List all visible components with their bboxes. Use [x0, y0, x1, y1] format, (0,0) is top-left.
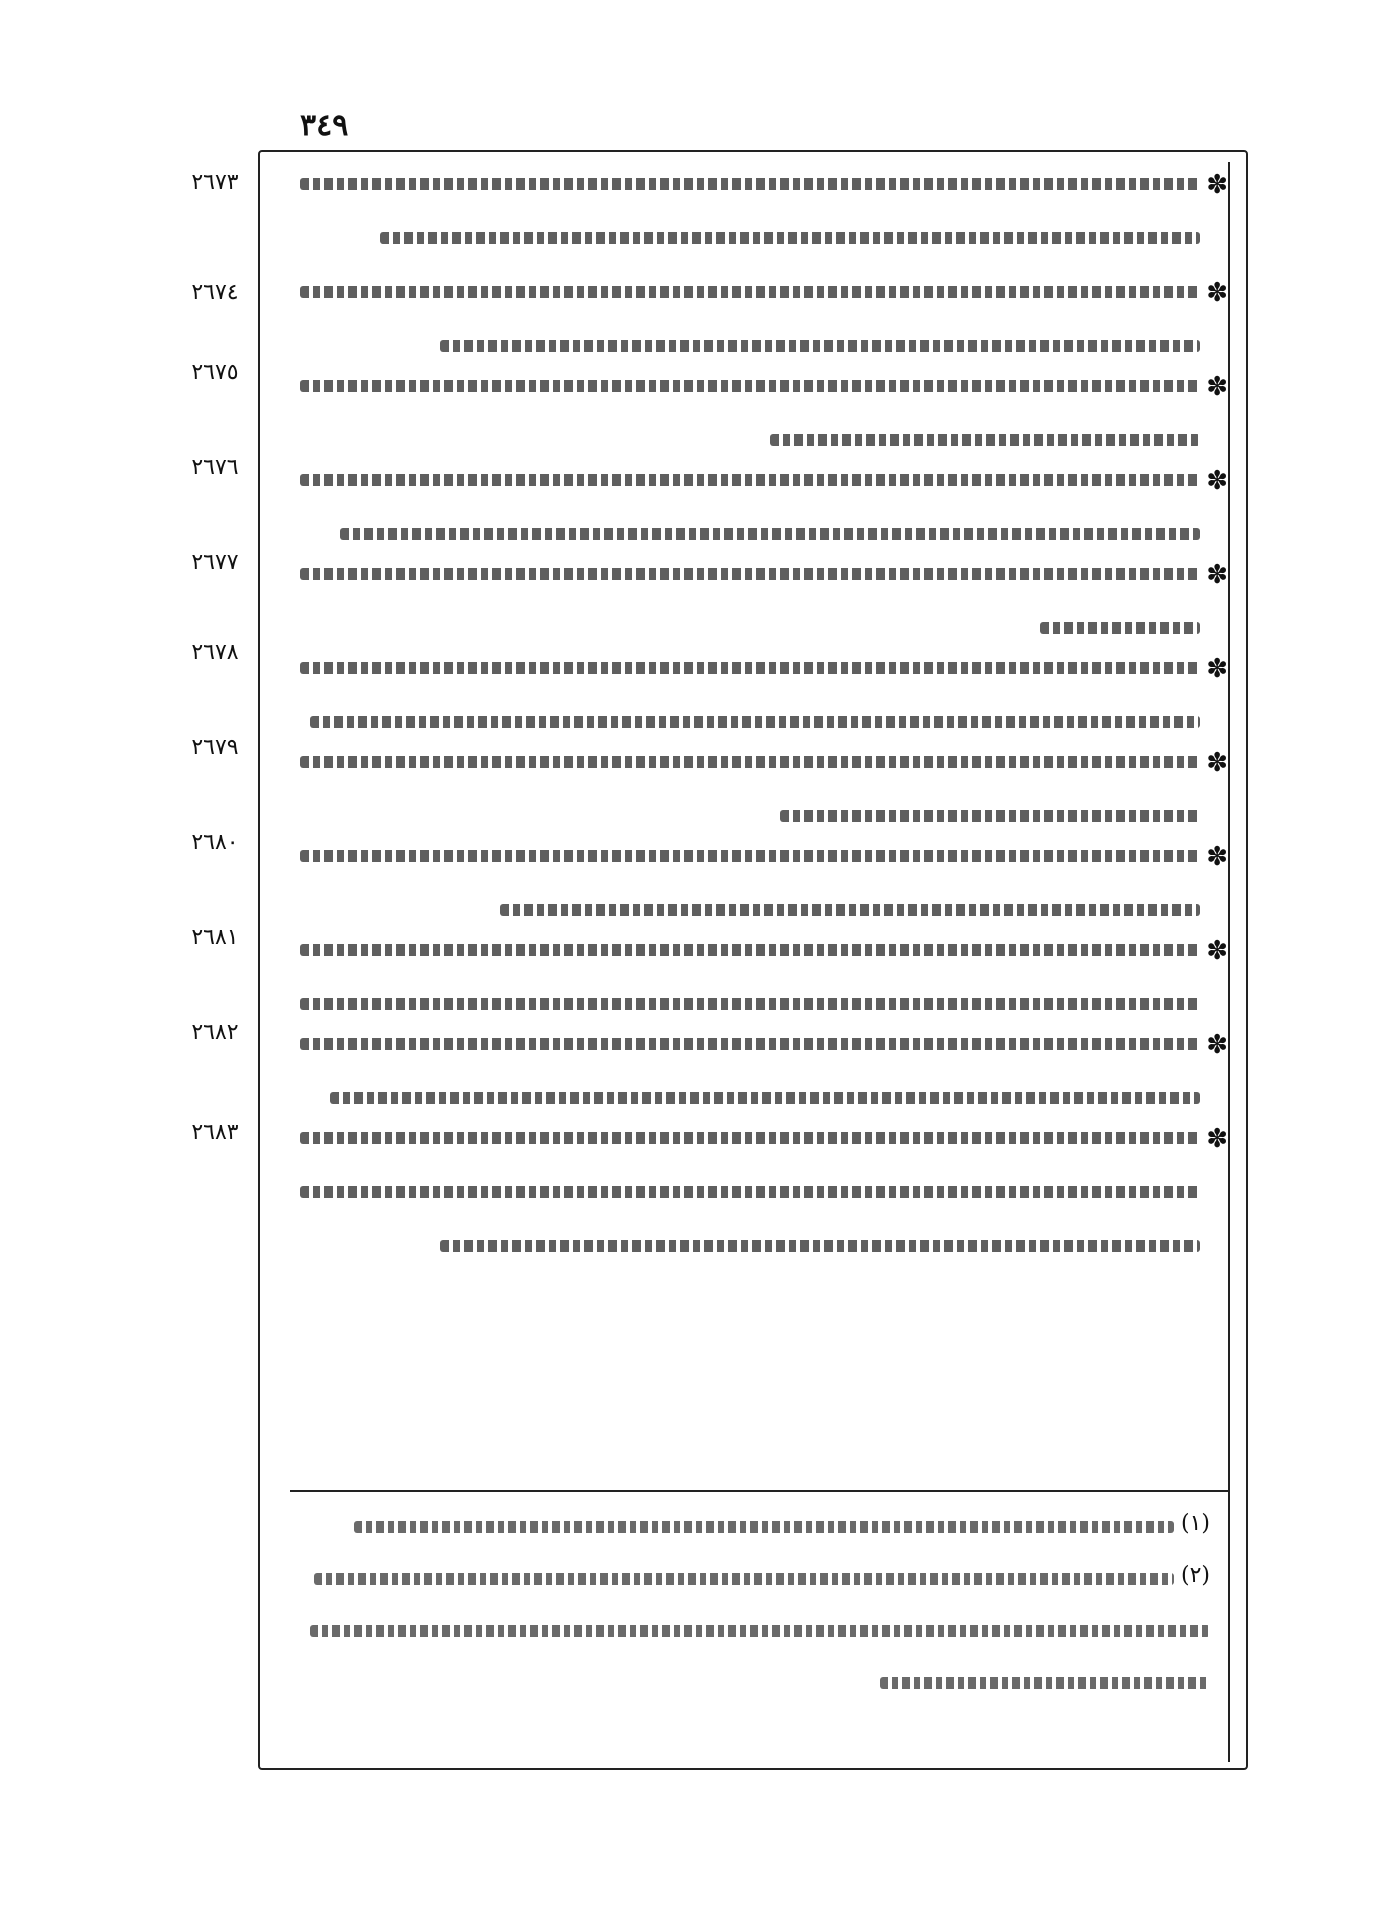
hadith-entry [280, 1030, 1228, 1138]
page-number: ٣٤٩ [300, 107, 349, 143]
hadith-number: ٢٦٨١ [191, 925, 239, 950]
hadith-number: ٢٦٧٥ [191, 360, 239, 385]
ornament-star-icon: ✽ [1206, 654, 1228, 684]
ornament-star-icon: ✽ [1206, 466, 1228, 496]
hadith-number: ٢٦٧٤ [191, 280, 239, 305]
hadith-number: ٢٦٧٧ [191, 550, 239, 575]
hadith-entry [280, 466, 1228, 574]
hadith-entry [280, 170, 1228, 278]
footnote-continuation [290, 1609, 1210, 1661]
ornament-star-icon: ✽ [1206, 372, 1228, 402]
hadith-entry [280, 748, 1228, 856]
ornament-star-icon: ✽ [1206, 936, 1228, 966]
margin-rule [1228, 162, 1230, 1762]
hadith-number: ٢٦٨٠ [191, 830, 239, 855]
hadith-number: ٢٦٨٣ [191, 1120, 239, 1145]
ornament-star-icon: ✽ [1206, 748, 1228, 778]
footnote-continuation [290, 1661, 1210, 1713]
hadith-entry [280, 842, 1228, 950]
hadith-number-column [170, 170, 260, 1480]
ornament-star-icon: ✽ [1206, 842, 1228, 872]
hadith-number: ٢٦٧٨ [191, 640, 239, 665]
hadith-entry [280, 936, 1228, 1044]
ornament-star-icon: ✽ [1206, 1124, 1228, 1154]
ornament-star-icon: ✽ [1206, 170, 1228, 200]
footnote-marker: (٢) [1180, 1563, 1210, 1588]
ornament-star-icon: ✽ [1206, 278, 1228, 308]
footnotes [290, 1505, 1210, 1755]
hadith-number: ٢٦٨٢ [191, 1020, 239, 1045]
hadith-entry [280, 278, 1228, 386]
running-header [300, 100, 1000, 150]
hadith-text-block [280, 170, 1228, 1480]
footnote-marker: (١) [1180, 1511, 1210, 1536]
hadith-entry [280, 372, 1228, 480]
hadith-number: ٢٦٧٦ [191, 455, 239, 480]
ornament-star-icon: ✽ [1206, 560, 1228, 590]
footnote [290, 1557, 1210, 1609]
hadith-entry [280, 654, 1228, 762]
hadith-entry [280, 1124, 1228, 1286]
footnote-divider [290, 1490, 1230, 1492]
hadith-entry [280, 560, 1228, 668]
hadith-number: ٢٦٧٩ [191, 735, 239, 760]
hadith-number: ٢٦٧٣ [191, 170, 239, 195]
ornament-star-icon: ✽ [1206, 1030, 1228, 1060]
footnote [290, 1505, 1210, 1557]
